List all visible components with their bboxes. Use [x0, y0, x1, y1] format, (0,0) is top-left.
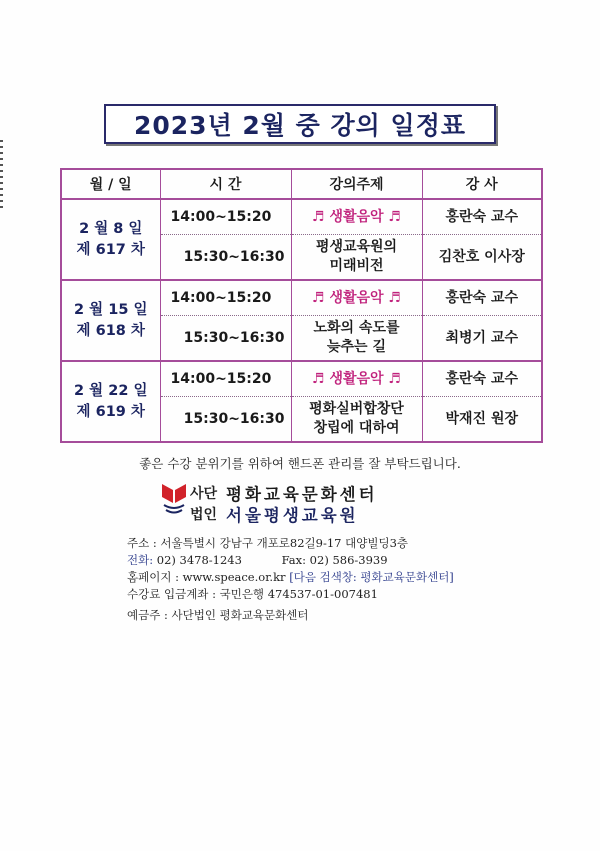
scan-edge-mark: [0, 140, 3, 210]
homepage-label: 홈페이지 :: [127, 570, 183, 584]
session-round: 제 617 차: [76, 241, 145, 258]
session-round: 제 619 차: [76, 403, 145, 420]
session-date: 2 월 22 일: [74, 382, 148, 399]
org-type-2: 법인: [190, 507, 218, 523]
org-name-2: 서울평생교육원: [226, 506, 359, 525]
session-date-cell: [61, 361, 160, 442]
lecturer-cell: 최병기 교수: [422, 316, 542, 362]
header-lecturer: 강 사: [422, 169, 542, 199]
session-date: 2 월 8 일: [79, 220, 143, 237]
schedule-table: [60, 168, 543, 443]
title-box: [104, 104, 496, 144]
time-cell: 15:30~16:30: [160, 235, 291, 281]
phone-label: 전화:: [127, 553, 154, 567]
homepage-link[interactable]: www.speace.or.kr: [182, 570, 286, 584]
topic-line: 평생교육원의: [315, 239, 398, 255]
lecturer-cell: 홍란숙 교수: [422, 280, 542, 316]
topic-cell: [291, 235, 422, 281]
topic-line: 늦추는 길: [327, 339, 386, 355]
session-date-cell: [61, 280, 160, 361]
phone-value: 02) 3478-1243: [156, 553, 242, 567]
topic-line: 평화실버합창단: [309, 401, 404, 417]
topic-line: 미래비전: [329, 258, 384, 274]
homepage-line: [127, 569, 454, 585]
org-type-1: 사단: [190, 486, 218, 502]
phone-line: [127, 552, 388, 568]
topic-cell: ♬ 생활음악 ♬: [291, 199, 422, 235]
topic-line: 노화의 속도를: [313, 320, 400, 336]
lecturer-cell: 김찬호 이사장: [422, 235, 542, 281]
session-date-cell: [61, 199, 160, 280]
time-cell: 14:00~15:20: [160, 199, 291, 235]
account-line: 수강료 입금계좌 : 국민은행 474537-01-007481: [127, 587, 378, 601]
time-cell: 15:30~16:30: [160, 397, 291, 443]
holder-line: 예금주 : 사단법인 평화교육문화센터: [127, 608, 309, 622]
table-header-row: [61, 169, 542, 199]
fax-value: Fax: 02) 586-3939: [281, 553, 388, 567]
lecturer-cell: 박재진 원장: [422, 397, 542, 443]
topic-cell: [291, 397, 422, 443]
session-round: 제 618 차: [76, 322, 145, 339]
org-name-1: 평화교육문화센터: [226, 485, 378, 504]
time-cell: 14:00~15:20: [160, 361, 291, 397]
topic-cell: ♬ 생활음악 ♬: [291, 280, 422, 316]
topic-line: 창립에 대하여: [313, 420, 400, 436]
address-line: 주소 : 서울특별시 강남구 개포로82길9-17 대양빌딩3층: [127, 536, 409, 550]
table-row: [61, 199, 542, 235]
table-row: [61, 280, 542, 316]
notice-text: 좋은 수강 분위기를 위하여 핸드폰 관리를 잘 부탁드립니다.: [139, 456, 461, 471]
organization-logo-icon: [160, 481, 188, 515]
page-title: 2023년 2월 중 강의 일정표: [134, 111, 466, 140]
header-time: 시 간: [160, 169, 291, 199]
time-cell: 14:00~15:20: [160, 280, 291, 316]
header-date: 월 / 일: [61, 169, 160, 199]
header-topic: 강의주제: [291, 169, 422, 199]
table-row: [61, 361, 542, 397]
topic-cell: ♬ 생활음악 ♬: [291, 361, 422, 397]
search-hint: [다음 검색창: 평화교육문화센터]: [289, 570, 454, 584]
topic-cell: [291, 316, 422, 362]
lecturer-cell: 홍란숙 교수: [422, 361, 542, 397]
session-date: 2 월 15 일: [74, 301, 148, 318]
time-cell: 15:30~16:30: [160, 316, 291, 362]
lecturer-cell: 홍란숙 교수: [422, 199, 542, 235]
